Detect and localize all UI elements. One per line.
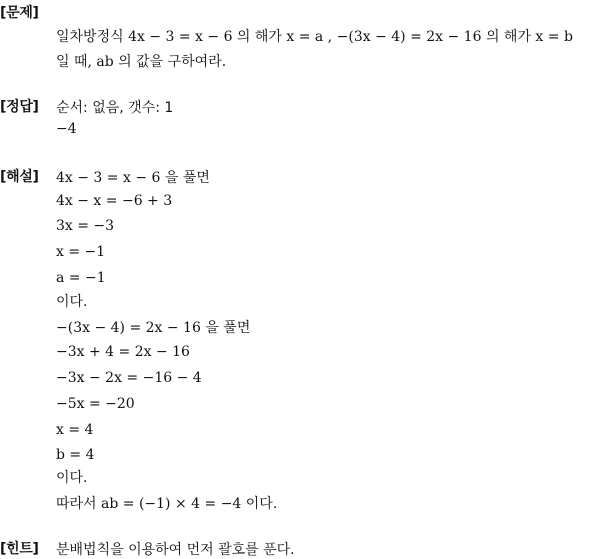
answer-label: [정답] [0, 99, 39, 115]
explanation-line: 4x − 3 = x − 6 을 풀면 [56, 170, 210, 186]
problem-line-2: 일 때, ab 의 값을 구하여라. [56, 54, 227, 70]
explanation-label: [해설] [0, 169, 39, 185]
answer-meta: 순서: 없음, 갯수: 1 [56, 100, 174, 116]
explanation-line: 이다. [56, 294, 88, 310]
explanation-line: 3x = −3 [56, 218, 115, 234]
explanation-line: b = 4 [56, 447, 95, 463]
explanation-line: 따라서 ab = (−1) × 4 = −4 이다. [56, 496, 278, 512]
explanation-line: x = −1 [56, 244, 106, 260]
explanation-line: −3x − 2x = −16 − 4 [56, 370, 202, 386]
explanation-line: x = 4 [56, 422, 94, 438]
answer-value: −4 [56, 121, 77, 137]
problem-label: [문제] [0, 5, 39, 21]
hint-label: [힌트] [0, 541, 39, 557]
explanation-line: −3x + 4 = 2x − 16 [56, 344, 190, 360]
explanation-line: −5x = −20 [56, 396, 135, 412]
explanation-line: 이다. [56, 470, 88, 486]
explanation-line: −(3x − 4) = 2x − 16 을 풀면 [56, 320, 251, 336]
explanation-line: 4x − x = −6 + 3 [56, 193, 173, 209]
hint-text: 분배법칙을 이용하여 먼저 괄호를 푼다. [56, 542, 295, 558]
problem-line-1: 일차방정식 4x − 3 = x − 6 의 해가 x = a , −(3x − 4) = 2x − 16 의 해가 x = b [56, 29, 573, 45]
explanation-line: a = −1 [56, 270, 106, 286]
